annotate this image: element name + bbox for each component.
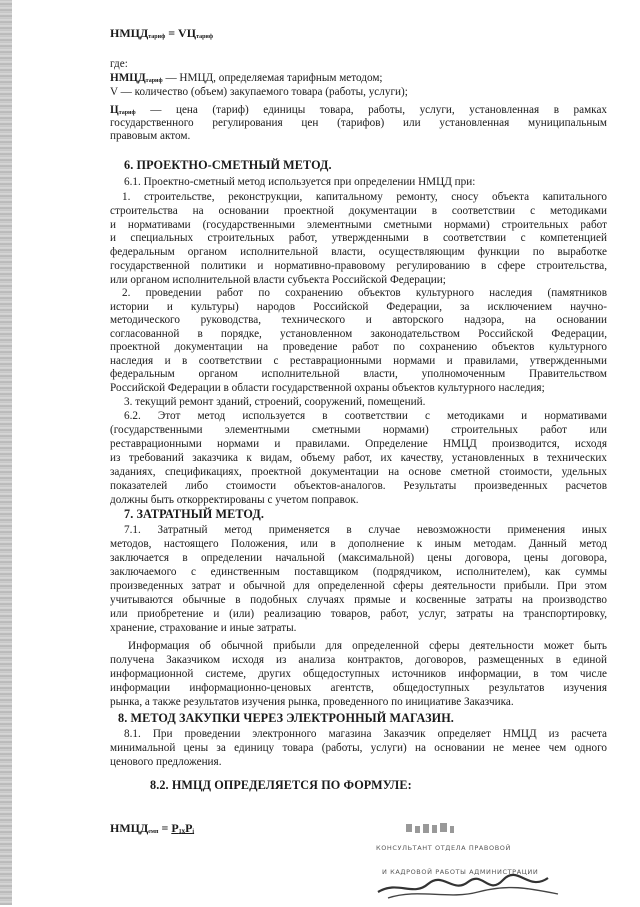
section-8-2-heading: 8.2. НМЦД ОПРЕДЕЛЯЕТСЯ ПО ФОРМУЛЕ: [150, 778, 412, 792]
text-line: 3. текущий ремонт зданий, строений, сооружений, помещений. [124, 396, 426, 408]
text-line: ценового предложения. [110, 756, 222, 768]
stamp-text-line-1: КОНСУЛЬТАНТ ОТДЕЛА ПРАВОВОЙ [376, 844, 511, 852]
text-line: хранение, страхование и иные затраты. [110, 622, 297, 634]
text-line: учитываются обычные в подобных случаях прямые и косвенные затраты на производство [110, 594, 607, 606]
text-line: заключается в определении начальной (максимальной) цены договора, цены договора, [110, 552, 607, 564]
text-line: показателей либо стоимости объектов-аналогов. Результаты произведенных расчетов [110, 480, 607, 492]
text-line: Российской Федерации в области государственной охраны объектов культурного наследия; [110, 382, 545, 394]
text-line: должны быть откорректированы с учетом поправок. [110, 494, 359, 506]
text-line: заключаемого с единственным поставщиком (подрядчиком, исполнителем), как суммы [110, 566, 607, 578]
text-line: федеральным органом исполнительной власти, осуществляющим функции по выработке [110, 246, 607, 258]
approval-stamp [368, 822, 568, 902]
text-line: 7.1. Затратный метод применяется в случае невозможности применения иных [124, 524, 607, 536]
text-line: методов, настоящего Положения, или в дополнение к иным методам. Данный метод [110, 538, 607, 550]
text-line: или органом исполнительной власти субъекта Российской Федерации; [110, 274, 446, 286]
text-line: произведенных затрат и обычной для определенной сферы деятельности прибыли. При этом [110, 580, 607, 592]
text-line: согласованной в порядке, установленном законодательством Российской Федерации, [110, 328, 607, 340]
text-line: федеральным органом исполнительной власти, уполномоченным Правительством [110, 368, 607, 380]
stamp-text-line-2: И КАДРОВОЙ РАБОТЫ АДМИНИСТРАЦИИ [382, 868, 539, 876]
text-line: и нормативами (государственными элементными сметными нормами) строительных работ [110, 219, 607, 231]
text-line: правовым актом. [110, 130, 191, 142]
definition-volume: V — количество (объем) закупаемого товара (работы, услуги); [110, 86, 408, 98]
text-line: проектной документации на проведение работ по сохранению объектов культурного [110, 341, 607, 353]
text-line: информационной системе, других общедоступных источников информации, в том числе [110, 668, 607, 680]
section-7-heading: 7. ЗАТРАТНЫЙ МЕТОД. [124, 507, 264, 521]
text-line: заданиях, спецификациях, проектной документации на основе сметной стоимости, удельных [110, 466, 607, 478]
text-line: (государственными элементными сметными нормами) строительных работ или [110, 424, 607, 436]
text-line: получена Заказчиком исходя из анализа контрактов, договоров, размещенных в единой [110, 654, 607, 666]
text-line: строительства на основании проектной документации в соответствии с методиками [110, 205, 607, 217]
text-line: минимальной цены за единицу товара (работы, услуги) на основании не менее чем одного [110, 742, 607, 754]
stamp-blot [406, 823, 454, 833]
text-line: истории и культуры) народов Российской Федерации, за исключением научно- [110, 301, 607, 313]
text-line: наследия и в соответствии с реставрационными нормами и правилами, утвержденными [110, 355, 607, 367]
formula-top: $НМЦД_{тариф} = VЦ_{тариф}$ [110, 26, 214, 40]
where-label: где: [110, 58, 128, 70]
section-8-heading: 8. МЕТОД ЗАКУПКИ ЧЕРЕЗ ЭЛЕКТРОННЫЙ МАГАЗИН. [118, 711, 454, 725]
section-6-heading: 6. ПРОЕКТНО-СМЕТНЫЙ МЕТОД. [124, 158, 332, 172]
formula-bottom: $НМЦД_{емп} = P_1_xP_i$ [110, 821, 195, 835]
text-line: 6.2. Этот метод используется в соответствии с методиками и нормативами [124, 410, 607, 422]
text-line: 2. проведении работ по сохранению объектов культурного наследия (памятников [122, 287, 607, 299]
text-line: методического руководства, технического и авторского надзора, на основании [110, 314, 607, 326]
stamp-graphic [368, 822, 568, 902]
text-line: Информация об обычной прибыли для определенной сферы деятельности может быть [128, 640, 607, 652]
signature-icon [378, 875, 548, 892]
text-line: и специальных строительных работ, утвержденными в соответствии с компетенцией [110, 232, 607, 244]
text-line: информации информационно-ценовых агентств, общедоступных результатов изучения [110, 682, 607, 694]
text-line: рынка, а также результатов изучения рынка, проведенного по инициативе Заказчика. [110, 696, 514, 708]
text-line: из требований заказчика к видам, объему работ, их качеству, установленных в технических [110, 452, 607, 464]
text-line: 8.1. При проведении электронного магазина Заказчик определяет НМЦД из расчета [124, 728, 607, 740]
definition-price: $Ц_{тариф}$ — цена (тариф) единицы товара, работы, услуги, установленная в рамках [110, 104, 607, 116]
text-line: 1. строительстве, реконструкции, капитальному ремонту, сносу объекта капитального [122, 191, 607, 203]
text-line: реставрационными нормами и правилами. Определение НМЦД производится, исходя [110, 438, 607, 450]
text-line: или приобретение и (или) реализацию товаров, работ, услуг, затраты на транспортировку, [110, 608, 607, 620]
text-line: государственного регулирования цен (тарифов) или установленная муниципальным [110, 117, 607, 129]
text-line: 6.1. Проектно-сметный метод используется при определении НМЦД при: [124, 176, 476, 188]
definition-nmcd: $НМЦД_{тариф}$ — НМЦД, определяемая тарифным методом; [110, 72, 383, 84]
text-line: государственной политики и нормативно-правовому регулированию в сфере строительства, [110, 260, 607, 272]
